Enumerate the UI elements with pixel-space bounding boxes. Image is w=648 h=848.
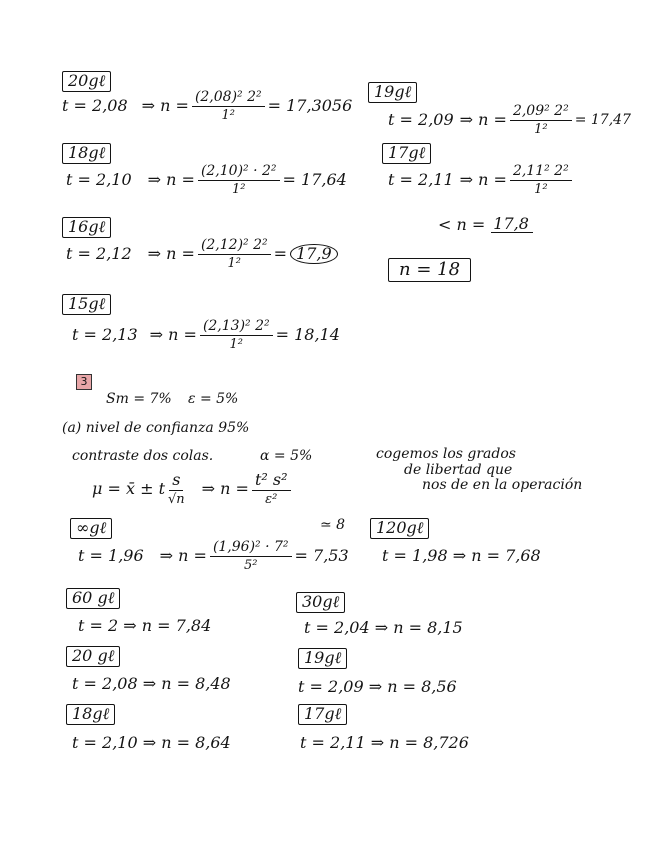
result: = 18,14 [275, 325, 340, 344]
df-19-label: 19gℓ [368, 82, 417, 103]
t-value: t = 2,09 [388, 110, 454, 129]
df-20-equation [62, 90, 352, 122]
inequality-left: < n = [438, 214, 486, 234]
result: = 17,64 [282, 170, 347, 189]
implies-n: ⇒ n = [159, 546, 207, 565]
denominator: √n [168, 492, 185, 507]
df-17-equation-2: t = 2,11 ⇒ n = 8,726 [300, 733, 469, 752]
df-18-equation [66, 164, 347, 196]
denominator: 1² [534, 122, 548, 137]
df-19-label-2: 19gℓ [298, 648, 347, 669]
result: = 7,53 [294, 546, 349, 565]
result: = 17,3056 [267, 96, 353, 115]
fraction [510, 104, 572, 136]
denominator: ε² [265, 492, 278, 507]
sample-size-formula [92, 472, 294, 506]
denominator: 1² [231, 182, 246, 197]
df-19-equation [388, 104, 631, 136]
implies-n: ⇒ n = [149, 325, 197, 344]
t-value: t = 2,11 [388, 170, 454, 189]
denominator: 5² [243, 558, 258, 573]
df-18-equation-2: t = 2,10 ⇒ n = 8,64 [72, 733, 231, 752]
df-infinity-equation [78, 540, 349, 572]
denominator: 1² [534, 182, 548, 197]
sm-value: Sm = 7% [106, 391, 172, 407]
denominator: 1² [229, 337, 244, 352]
line-b-two-tailed: contraste dos colas. [72, 448, 214, 464]
fraction [200, 319, 273, 351]
df-15-label: 15gℓ [62, 294, 111, 315]
implies-n: ⇒ n = [141, 96, 189, 115]
df-120-equation: t = 1,98 ⇒ n = 7,68 [382, 546, 541, 565]
numerator: (2,10)² · 2² [198, 164, 280, 181]
numerator: (2,08)² 2² [192, 90, 265, 107]
numerator: t² s² [252, 472, 291, 491]
implies-n: ⇒ n = [201, 479, 249, 498]
fraction [198, 164, 280, 196]
inequality [438, 216, 533, 233]
fraction [198, 238, 271, 270]
note-line-2: de libertad que [404, 462, 513, 478]
implies-n: ⇒ n = [459, 170, 507, 189]
df-18-label: 18gℓ [62, 143, 111, 164]
numerator: s [169, 472, 183, 491]
df-17-label: 17gℓ [382, 143, 431, 164]
fraction-n-formula [252, 472, 291, 506]
result: = 17,47 [574, 112, 631, 128]
fraction-s-sqrt-n [168, 472, 185, 506]
df-30-label: 30gℓ [296, 592, 345, 613]
alpha-value: α = 5% [260, 448, 313, 464]
note-line-1: cogemos los grados [376, 446, 516, 462]
t-value: t = 1,96 [78, 546, 144, 565]
implies-n: ⇒ n = [147, 170, 195, 189]
implies-n: ⇒ n = [459, 110, 507, 129]
note-line-3: nos de en la operación [422, 477, 583, 493]
approx-value: ≃ 8 [320, 517, 346, 533]
fraction [510, 164, 572, 196]
df-20-label: 20gℓ [62, 71, 111, 92]
problem-number-3: 3 [76, 374, 92, 390]
mu-formula: μ = x̄ ± t [92, 479, 166, 498]
final-answer: n = 18 [388, 258, 471, 282]
line-a-confidence: (a) nivel de confianza 95% [62, 420, 250, 436]
df-15-equation [72, 319, 340, 351]
implies-n: ⇒ n = [147, 244, 195, 263]
df-17-label-2: 17gℓ [298, 704, 347, 725]
numerator: 2,09² 2² [510, 104, 572, 121]
denominator: 1² [227, 256, 242, 271]
df-17-equation [388, 164, 575, 196]
numerator: 2,11² 2² [510, 164, 572, 181]
df-60-equation: t = 2 ⇒ n = 7,84 [78, 616, 212, 635]
epsilon-value: ε = 5% [188, 391, 239, 407]
equals: = [273, 244, 288, 263]
df-18-label-2: 18gℓ [66, 704, 115, 725]
df-20-equation-2: t = 2,08 ⇒ n = 8,48 [72, 674, 231, 693]
df-20-label-2: 20 gℓ [66, 646, 120, 667]
numerator: (1,96)² · 7² [210, 540, 292, 557]
denominator: 1² [221, 108, 236, 123]
t-value: t = 2,13 [72, 325, 138, 344]
numerator: (2,12)² 2² [198, 238, 271, 255]
df-16-label: 16gℓ [62, 217, 111, 238]
df-120-label: 120gℓ [370, 518, 429, 539]
numerator: (2,13)² 2² [200, 319, 273, 336]
df-30-equation: t = 2,04 ⇒ n = 8,15 [304, 618, 463, 637]
df-16-equation [66, 238, 338, 270]
t-value: t = 2,10 [66, 170, 132, 189]
t-value: t = 2,12 [66, 244, 132, 263]
fraction [210, 540, 292, 572]
t-value: t = 2,08 [62, 96, 128, 115]
df-60-label: 60 gℓ [66, 588, 120, 609]
df-infinity-label: ∞gℓ [70, 518, 112, 539]
result-circled: 17,9 [290, 244, 338, 264]
df-19-equation-2: t = 2,09 ⇒ n = 8,56 [298, 677, 457, 696]
fraction [192, 90, 265, 122]
inequality-value: 17,8 [491, 216, 533, 233]
